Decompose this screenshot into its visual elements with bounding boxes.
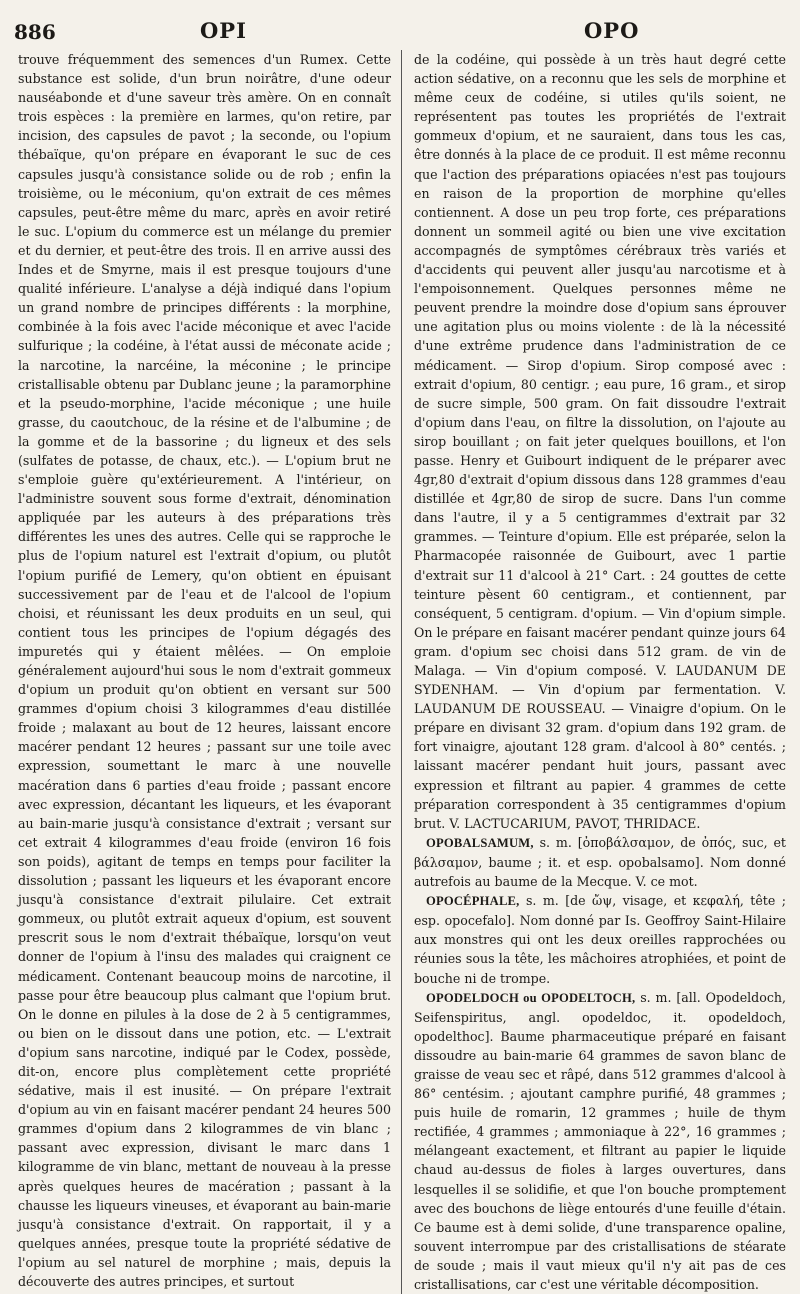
dictionary-entry [414,988,786,1294]
right-column [402,50,790,1294]
entry-headword: OPOBALSAMUM, [426,835,534,850]
entry-headword: OPODELDOCH ou OPODELTOCH, [426,990,636,1005]
text-columns [14,50,790,1294]
page-number: 886 [14,20,56,44]
running-head-left: OPI [200,18,247,43]
running-head-right: OPO [584,18,640,43]
entry-body: s. m. [ὀποβάλσαμον, de ὀπός, suc, et βάλσαμον, baume ; it. et esp. opobalsamo]. Nom donné autrefois au baume de la Mecque. V. ce mot. [414,834,786,890]
entry-headword: OPOCÉPHALE, [426,894,520,909]
entry-body: s. m. [all. Opodeldoch, Seifenspiritus, angl. opodeldoc, it. opodeldoch, opodelthoc]. Baume pharmaceutique préparé en faisant dissoudre au bain-marie 64 grammes de savon blanc de graisse de veau sec et râpé, dans 512 grammes d'alcool à 86° centésim. ; ajoutant camphre purifié, 48 grammes ; puis huile de romarin, 12 grammes ; huile de thym rectifiée, 4 grammes ; ammoniaque à 22°, 16 grammes ; mélangeant exactement, et filtrant au papier le liquide chaud au-dessus de fioles à larges ouvertures, dans lesquelles il se solidifie, et que l'on bouche promptement avec des bouchons de liège entourés d'une feuille d'étain. Ce baume est à demi solide, d'une transparence opaline, souvent interrompue par des cristallisations de stéarate de soude ; mais il vaut mieux qu'il n'y ait pas de ces cristallisations, car c'est une véritable décomposition. [414,989,786,1292]
paragraph: trouve fréquemment des semences d'un Rumex. Cette substance est solide, d'un brun noirâtre, d'une odeur nauséabonde et d'une saveur très amère. On en connaît trois espèces : la première en larmes, qu'on retire, par incision, des capsules de pavot ; la seconde, ou l'opium thébaïque, qu'on prépare en évaporant le suc de ces capsules jusqu'à consistance solide ou de rob ; enfin la troisième, ou le méconium, qu'on extrait de ces mêmes capsules, peut-être même du marc, après en avoir retiré le suc. L'opium du commerce est un mélange du premier et du dernier, et peut-être des trois. Il en arrive aussi des Indes et de Smyrne, mais il est presque toujours d'une qualité inférieure. L'analyse a déjà indiqué dans l'opium un grand nombre de principes différents : la morphine, combinée à la fois avec l'acide méconique et avec l'acide sulfurique ; la codéine, à l'état aussi de méconate acide ; la narcotine, la narcéine, la méconine ; le principe cristallisable obtenu par Dublanc jeune ; la paramorphine et la pseudo-morphine, l'acide méconique ; une huile grasse, du caoutchouc, de la résine et de l'albumine ; de la gomme et de la bassorine ; du ligneux et des sels (sulfates de potasse, de chaux, etc.). — L'opium brut ne s'emploie guère qu'extérieurement. A l'intérieur, on l'administre souvent sous forme d'extrait, dénomination appliquée par les auteurs à des préparations très différentes les unes des autres. Celle qui se rapproche le plus de l'opium naturel est l'extrait d'opium, ou plutôt l'opium purifié de Lemery, qu'on obtient en épuisant successivement par de l'eau et de l'alcool de l'opium choisi, et réunissant les deux produits en un seul, qui contient tous les principes de l'opium dégagés des impuretés qui y étaient mêlées. — On emploie généralement aujourd'hui sous le nom d'extrait gommeux d'opium un produit qu'on obtient en versant sur 500 grammes d'opium choisi 3 kilogrammes d'eau distillée froide ; malaxant au bout de 12 heures, laissant encore macérer pendant 12 heures ; passant sur une toile avec expression, soumettant le marc à une nouvelle macération dans 6 parties d'eau froide ; passant encore avec expression, décantant les liqueurs, et les évaporant au bain-marie jusqu'à consistance d'extrait ; versant sur cet extrait 4 kilogrammes d'eau froide (environ 16 fois son poids), agitant de temps en temps pour faciliter la dissolution ; passant les liqueurs et les évaporant encore jusqu'à consistance d'extrait pilulaire. Cet extrait gommeux, ou plutôt extrait aqueux d'opium, est souvent prescrit sous le nom d'extrait thébaïque, lorsqu'on veut donner de l'opium à l'insu des malades qui craignent ce médicament. Contenant beaucoup moins de narcotine, il passe pour être beaucoup plus calmant que l'opium brut. On le donne en pilules à la dose de 2 à 5 centigrammes, ou bien on le dissout dans une potion, etc. — L'extrait d'opium sans narcotine, indiqué par le Codex, possède, dit-on, encore plus complètement cette propriété sédative, mais il est inusité. — On prépare l'extrait d'opium au vin en faisant macérer pendant 24 heures 500 grammes d'opium dans 2 kilogrammes de vin blanc ; passant avec expression, divisant le marc dans 1 kilogramme de vin blanc, mettant de nouveau à la presse après quelques heures de macération ; passant à la chausse les liqueurs vineuses, et évaporant au bain-marie jusqu'à consistance d'extrait. On rapportait, il y a quelques années, presque toute la propriété sédative de l'opium au sel naturel de morphine ; mais, depuis la découverte des autres principes, et surtout [18,52,391,1289]
left-column [14,50,402,1294]
dictionary-entry [414,833,786,891]
dictionary-entry [414,891,786,987]
page-header [14,14,790,50]
entry-body: s. m. [de ὤψ, visage, et κεφαλή, tête ; esp. opocefalo]. Nom donné par Is. Geoffroy Saint-Hilaire aux monstres qui ont les deux oreilles rapprochées ou réunies sous la tête, les mâchoires atrophiées, et point de bouche ni de trompe. [414,893,786,986]
paragraph: de la codéine, qui possède à un très haut degré cette action sédative, on a reconnu que les sels de morphine et même ceux de codéine, si utiles qu'ils soient, ne représentent pas toutes les propriétés de l'extrait gommeux d'opium, et ne sauraient, dans tous les cas, être donnés à la place de ce produit. Il est même reconnu que l'action des préparations opiacées n'est pas toujours en raison de la proportion de morphine qu'elles contiennent. A dose un peu trop forte, ces préparations donnent un sommeil agité ou bien une vive excitation accompagnés de symptômes cérébraux très variés et d'accidents qui peuvent aller jusqu'au narcotisme et à l'empoisonnement. Quelques personnes même ne peuvent prendre la moindre dose d'opium sans éprouver une agitation plus ou moins violente : de là la nécessité d'une extrême prudence dans l'administration de ce médicament. — Sirop d'opium. Sirop composé avec : extrait d'opium, 80 centigr. ; eau pure, 16 gram., et sirop de sucre simple, 500 gram. On fait dissoudre l'extrait d'opium dans l'eau, on filtre la dissolution, on l'ajoute au sirop bouillant ; on fait jeter quelques bouillons, et l'on passe. Henry et Guibourt indiquent de le préparer avec 4gr,80 d'extrait d'opium dissous dans 128 grammes d'eau distillée et 4gr,80 de sirop de sucre. Dans l'un comme dans l'autre, il y a 5 centigrammes d'extrait par 32 grammes. — Teinture d'opium. Elle est préparée, selon la Pharmacopée raisonnée de Guibourt, avec 1 partie d'extrait sur 11 d'alcool à 21° Cart. : 24 gouttes de cette teinture pèsent 60 centigram., et contiennent, par conséquent, 5 centigram. d'opium. — Vin d'opium simple. On le prépare en faisant macérer pendant quinze jours 64 gram. d'opium sec choisi dans 512 gram. de vin de Malaga. — Vin d'opium composé. V. LAUDANUM DE SYDENHAM. — Vin d'opium par fermentation. V. LAUDANUM DE ROUSSEAU. — Vinaigre d'opium. On le prépare en divisant 32 gram. d'opium dans 192 gram. de fort vinaigre, ajoutant 128 gram. d'alcool à 80° centés. ; laissant macérer pendant huit jours, passant avec expression et filtrant au papier. 4 grammes de cette préparation correspondent à 35 centigrammes d'opium brut. V. LACTUCARIUM, PAVOT, THRIDACE. [414,52,786,831]
